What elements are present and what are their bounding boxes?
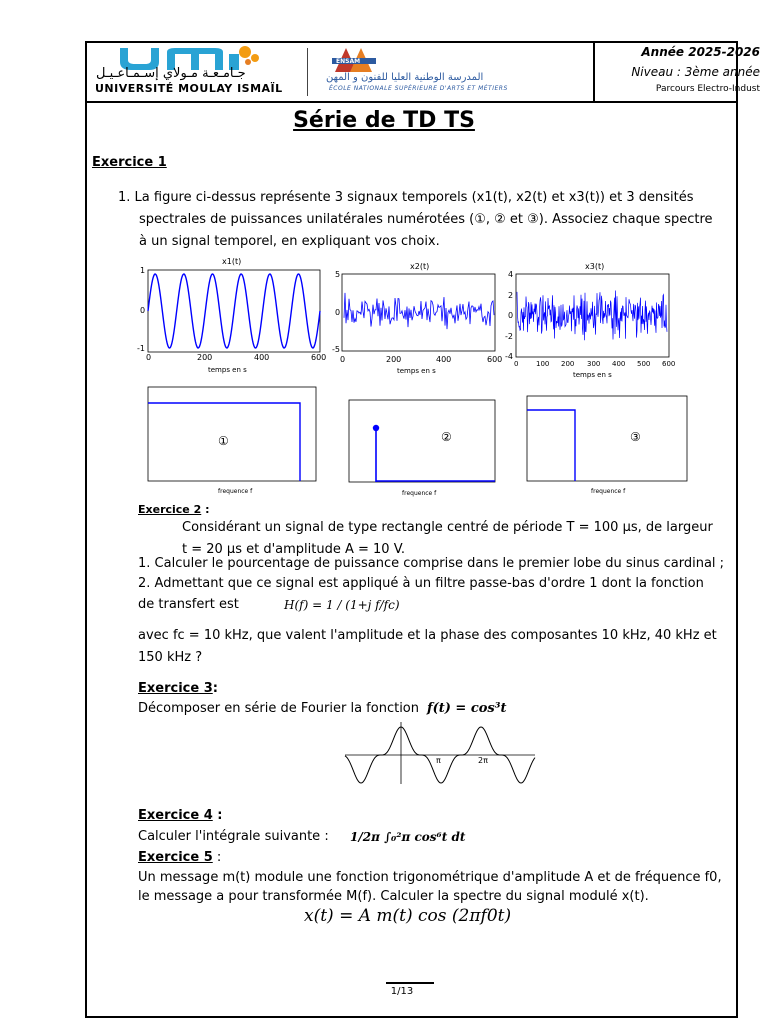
plot-x3-xlabel: temps en s [573,371,612,379]
plot-x1 [148,270,320,352]
spectrum-3 [527,396,687,481]
academic-year: Année 2025-2026 [641,45,760,59]
ensam-logo-text: ENSAM [336,58,361,65]
school-name-french: ÉCOLE NATIONALE SUPÉRIEURE D'ARTS ET MÉTIERS [329,85,508,92]
ex4-line: Calculer l'intégrale suivante : [138,829,329,844]
plot-x3-xtick: 300 [587,360,601,368]
ex1-line-1: 1. La figure ci-dessus représente 3 signaux temporels (x1(t), x2(t) et x3(t)) et 3 densités [118,190,694,205]
plot-x2-ytick: -5 [332,345,340,354]
ex4-formula: 1/2π ∫₀²π cos⁶t dt [350,830,466,844]
ex1-line-2: spectrales de puissances unilatérales numérotées (①, ② et ③). Associez chaque spectre [139,212,713,227]
plot-x1-ytick: 1 [140,266,146,275]
exercise-2-heading-row [138,503,209,516]
spectrum-1-label: ① [218,434,229,448]
plot-x3-ytick: 4 [508,270,514,279]
school-name-arabic: المدرسة الوطنية العليا للفنون و المهن [326,72,484,83]
ex2-line-2: t = 20 µs et d'amplitude A = 10 V. [182,542,406,557]
transfer-function-formula: H(f) = 1 / (1+j f/fc) [284,598,400,612]
ex1-line-3: à un signal temporel, en expliquant vos choix. [139,234,440,249]
spectrum-1-xlabel: frequence f [218,488,253,495]
exercise-2-heading: Exercice 2 [138,503,202,516]
cos-cubed-tick-pi: π [436,756,441,765]
exercise-4-heading: Exercice 4 [138,808,213,823]
exercise-1-heading: Exercice 1 [92,155,167,170]
plot-x1-xtick: 0 [146,353,152,362]
plot-x3-ytick: 0 [508,311,514,320]
level: Niveau : 3ème année [631,65,760,79]
exercise-4-colon: : [212,808,223,823]
ex2-line-1: Considérant un signal de type rectangle centré de période T = 100 µs, de largeur [182,520,713,535]
plot-x3 [516,274,669,357]
ex2-line-5: de transfert est [138,597,239,612]
plot-x3-xtick: 100 [536,360,550,368]
plot-x1-xtick: 600 [311,353,327,362]
plot-x1-title: x1(t) [222,257,242,266]
ex2-line-3: 1. Calculer le pourcentage de puissance comprise dans le premier lobe du sinus cardinal ; [138,556,725,571]
plot-x2-xtick: 0 [340,355,346,364]
plot-x2-xtick: 600 [487,355,503,364]
page-title: Série de TD TS [293,108,475,133]
spectrum-2-label: ② [441,430,452,444]
track: Parcours Electro-Indust [655,84,760,94]
plot-x3-xtick: 0 [514,360,519,368]
exercise-3-heading-row [138,681,218,696]
plot-x1-ytick: -1 [137,344,145,353]
plot-x3-xtick: 600 [662,360,676,368]
ex5-line-1: Un message m(t) module une fonction trigonométrique d'amplitude A et de fréquence f0, [138,870,722,885]
plot-x3-ytick: -2 [505,332,513,341]
university-name-arabic: جـامـعـة مـولاي إسـمـاعـيـل [96,66,246,81]
ex3-line: Décomposer en série de Fourier la fonction [138,701,420,716]
exercise-2-colon: : [201,503,210,516]
university-name-french: UNIVERSITÉ MOULAY ISMAÏL [95,82,283,95]
spectrum-3-xlabel: frequence f [591,488,626,495]
spectrum-2-xlabel: frequence f [402,490,437,497]
spectrum-2 [349,400,495,482]
exercise-3-heading: Exercice 3 [138,681,213,696]
exercise-3-colon: : [212,681,218,696]
plot-x1-ytick: 0 [140,306,146,315]
ex2-line-6: avec fc = 10 kHz, que valent l'amplitude et la phase des composantes 10 kHz, 40 kHz et [138,628,717,643]
exercise-5-heading-row [138,850,221,865]
exercise-4-heading-row [138,808,222,823]
cos-cubed-tick-2pi: 2π [478,756,488,765]
page-number: 1/13 [390,986,414,997]
plot-x2-ytick: 5 [335,270,341,279]
plot-x3-xtick: 200 [561,360,575,368]
plot-x3-ytick: 2 [508,291,514,300]
page-number-rule [386,982,434,984]
plot-x2-xlabel: temps en s [397,367,436,375]
plot-x2-xtick: 400 [436,355,452,364]
plot-x1-xlabel: temps en s [208,366,247,374]
ex5-formula: x(t) = A m(t) cos (2πf0t) [304,906,512,926]
ex5-line-2: le message a pour transformée M(f). Calculer la spectre du signal modulé x(t). [138,889,649,904]
plot-x2 [342,274,495,351]
cos-cubed-graph [345,722,535,784]
ex3-formula: f(t) = cos³t [427,701,507,716]
spectrum-2-dot [373,425,379,431]
plot-x3-ytick: -4 [505,352,513,361]
logo-divider [307,48,308,96]
plot-x2-xtick: 200 [386,355,402,364]
plot-x1-xtick: 200 [197,353,213,362]
plot-x3-xtick: 400 [612,360,626,368]
plot-x3-title: x3(t) [585,262,605,271]
ex2-line-4: 2. Admettant que ce signal est appliqué à un filtre passe-bas d'ordre 1 dont la fonction [138,576,704,591]
ex2-line-7: 150 kHz ? [138,650,203,665]
plot-x1-xtick: 400 [254,353,270,362]
plot-x3-xtick: 500 [637,360,651,368]
spectrum-1 [148,387,316,481]
spectrum-3-label: ③ [630,430,641,444]
plot-x2-ytick: 0 [335,308,341,317]
plot-x2-title: x2(t) [410,262,430,271]
exercise-5-colon: : [212,850,222,865]
header-separator [85,101,738,103]
exercise-5-heading: Exercice 5 [138,850,213,865]
